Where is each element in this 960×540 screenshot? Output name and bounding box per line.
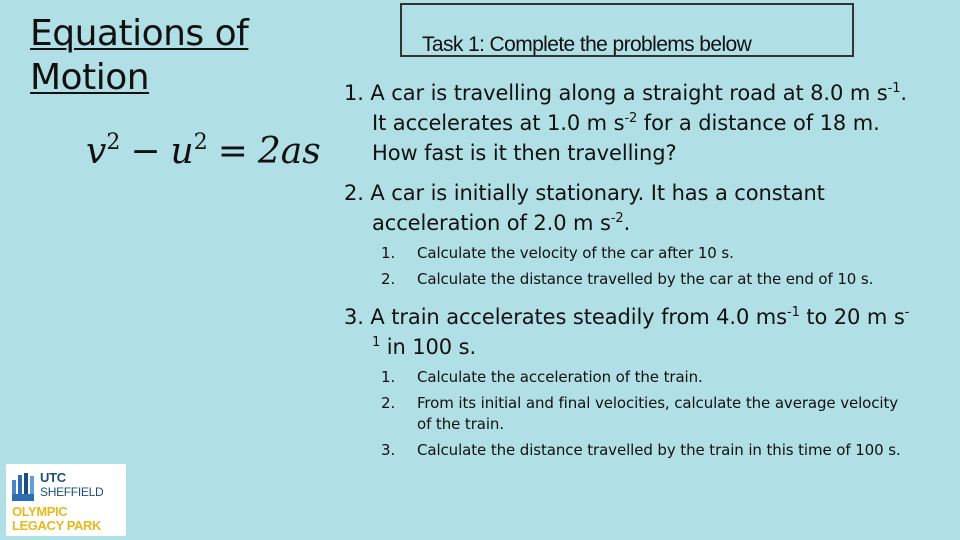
school-logo: UTC SHEFFIELD OLYMPIC LEGACY PARK xyxy=(6,464,126,536)
list-item-continuation: of the train. xyxy=(417,415,504,433)
question-3-parts xyxy=(381,367,901,461)
list-item: 1. Calculate the velocity of the car after 10 s. xyxy=(381,244,734,262)
question-3: 3. A train accelerates steadily from 4.0 $ms^{-1}$ to 20 m s- $^1$ in 100 s. xyxy=(344,305,910,359)
question-2: 2. A car is initially stationary. It has a constant acceleration of 2.0 m $s^{-2}$. xyxy=(344,181,825,235)
page-title xyxy=(30,12,248,100)
list-item: 1. Calculate the acceleration of the train. xyxy=(381,368,703,386)
list-item: 2. Calculate the distance travelled by the car at the end of 10 s. xyxy=(381,270,874,288)
title-line-1: Equations of xyxy=(30,13,249,54)
equation-of-motion: $v^2 - u^2 = 2as$ xyxy=(86,130,321,172)
question-1: 1. A car is travelling along a straight road at 8.0 m $s^{-1}$. It accelerates at 1.0 m $s^{-2}$ for a distance of 18 m. How fast is it then travelling? xyxy=(344,81,907,165)
question-2-parts xyxy=(381,243,873,290)
list-item: 2. From its initial and final velocities, calculate the average velocity xyxy=(381,394,899,412)
task-label: Task 1: Complete the problems below xyxy=(422,33,752,56)
title-line-2: Motion xyxy=(30,57,150,98)
hand-icon xyxy=(10,472,38,502)
task-box xyxy=(400,3,854,57)
list-item: 3. Calculate the distance travelled by the train in this time of 100 s. xyxy=(381,441,901,459)
